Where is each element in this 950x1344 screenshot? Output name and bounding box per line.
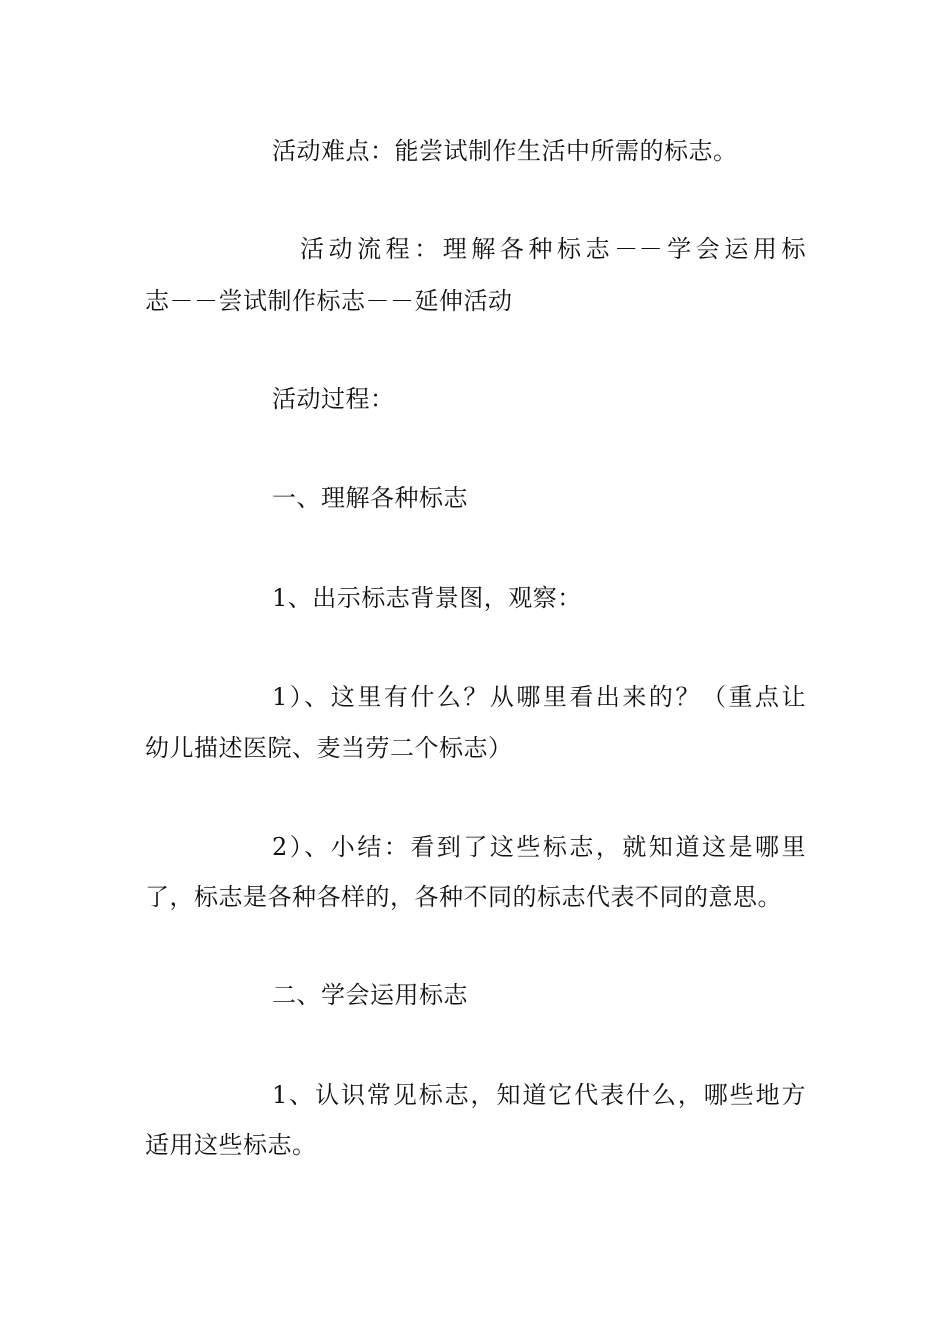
paragraph-activity-difficulty: 活动难点：能尝试制作生活中所需的标志。	[272, 137, 738, 165]
paragraph-activity-flow-line1: 活动流程：理解各种标志－－学会运用标	[300, 235, 806, 263]
section-heading-use-signs: 二、学会运用标志	[272, 981, 468, 1009]
paragraph-substep-1-line1: 1）、这里有什么？从哪里看出来的？（重点让	[272, 683, 806, 711]
paragraph-step-2-1-line2: 适用这些标志。	[145, 1131, 317, 1159]
paragraph-activity-flow-line2: 志－－尝试制作标志－－延伸活动	[145, 287, 513, 315]
paragraph-substep-2-line2: 了，标志是各种各样的，各种不同的标志代表不同的意思。	[145, 883, 782, 911]
paragraph-substep-1-line2: 幼儿描述医院、麦当劳二个标志）	[145, 734, 513, 762]
paragraph-step-2-1-line1: 1、认识常见标志，知道它代表什么，哪些地方	[272, 1081, 806, 1109]
paragraph-substep-2-line1: 2）、小结：看到了这些标志，就知道这是哪里	[272, 833, 806, 861]
paragraph-activity-process: 活动过程：	[272, 385, 395, 413]
section-heading-understand-signs: 一、理解各种标志	[272, 484, 468, 512]
paragraph-step-1: 1、出示标志背景图，观察：	[272, 584, 582, 612]
